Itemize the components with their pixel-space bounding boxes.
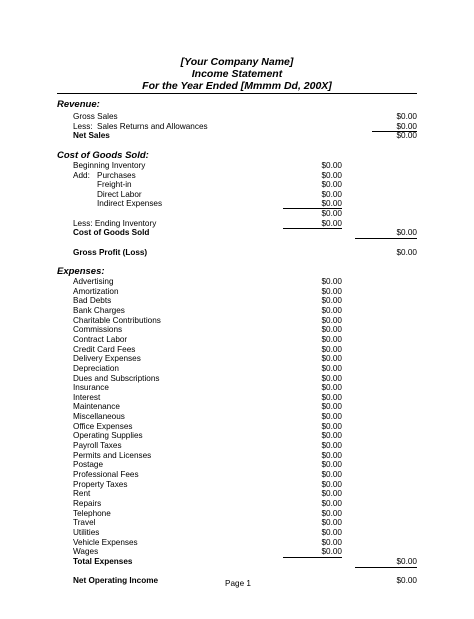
gross-profit-label: Gross Profit (Loss) — [73, 248, 148, 257]
expense-item-label: Dues and Subscriptions — [73, 373, 160, 383]
expense-item-label: Maintenance — [73, 402, 120, 412]
expense-item-label: Office Expenses — [73, 421, 133, 431]
total-expenses-amount: $0.00 — [396, 557, 417, 566]
expense-item-label: Insurance — [73, 383, 109, 393]
expense-item-label: Charitable Contributions — [73, 315, 161, 325]
expense-item-amount: $0.00 — [321, 383, 342, 393]
expense-item-amount: $0.00 — [321, 344, 342, 354]
expense-item-label: Depreciation — [73, 363, 119, 373]
cogs-subtotal-amount: $0.00 — [321, 209, 342, 218]
expense-item-amount: $0.00 — [321, 537, 342, 547]
header-divider — [57, 93, 417, 94]
ending-inventory-amount: $0.00 — [321, 219, 342, 228]
expense-item-label: Utilities — [73, 527, 100, 537]
indirect-expenses-label: Indirect Expenses — [97, 199, 163, 208]
purchases-label: Purchases — [97, 171, 136, 180]
expense-item-amount: $0.00 — [321, 305, 342, 315]
expense-item-label: Permits and Licenses — [73, 450, 152, 460]
revenue-heading: Revenue: — [57, 99, 100, 110]
expense-item-label: Contract Labor — [73, 334, 128, 344]
returns-amount: $0.00 — [396, 122, 417, 131]
expense-item-label: Advertising — [73, 277, 114, 286]
expense-item-label: Bank Charges — [73, 305, 125, 315]
direct-labor-amount: $0.00 — [321, 190, 342, 199]
ending-inventory-label: Less: Ending Inventory — [73, 219, 157, 228]
expense-item-label: Bad Debts — [73, 296, 112, 306]
expense-item-amount: $0.00 — [321, 325, 342, 335]
expense-item-amount: $0.00 — [321, 373, 342, 383]
expense-item-label: Commissions — [73, 325, 123, 335]
statement-title: Income Statement — [191, 68, 283, 80]
expense-item-label: Telephone — [73, 508, 111, 518]
company-name: [Your Company Name] — [180, 56, 294, 68]
expense-item-amount: $0.00 — [321, 277, 342, 286]
expense-item-label: Wages — [73, 547, 99, 557]
freight-in-amount: $0.00 — [321, 180, 342, 189]
page-number: Page 1 — [225, 579, 251, 588]
expense-item-amount: $0.00 — [321, 286, 342, 296]
expense-item-amount: $0.00 — [321, 315, 342, 325]
returns-label: Sales Returns and Allowances — [97, 122, 208, 131]
cogs-total-amount: $0.00 — [396, 228, 417, 237]
net-operating-income-label: Net Operating Income — [73, 576, 159, 585]
indirect-expenses-amount: $0.00 — [321, 199, 342, 208]
total-expenses-label: Total Expenses — [73, 557, 133, 566]
cogs-total-underline — [355, 238, 417, 239]
expense-item-amount: $0.00 — [321, 499, 342, 508]
cogs-total-label: Cost of Goods Sold — [73, 228, 150, 237]
expense-item-amount: $0.00 — [321, 450, 342, 460]
expense-item-label: Professional Fees — [73, 470, 139, 479]
gross-profit-amount: $0.00 — [396, 248, 417, 257]
beginning-inventory-label: Beginning Inventory — [73, 161, 146, 170]
expense-item-amount: $0.00 — [321, 402, 342, 412]
expense-item-amount: $0.00 — [321, 460, 342, 470]
statement-period: For the Year Ended [Mmmm Dd, 200X] — [142, 80, 332, 92]
expense-item-amount: $0.00 — [321, 296, 342, 306]
expense-item-amount: $0.00 — [321, 354, 342, 364]
purchases-amount: $0.00 — [321, 171, 342, 180]
expense-item-amount: $0.00 — [321, 489, 342, 499]
beginning-inventory-amount: $0.00 — [321, 161, 342, 170]
net-sales-label: Net Sales — [73, 131, 110, 140]
expense-item-label: Interest — [73, 392, 101, 402]
expense-item-label: Delivery Expenses — [73, 354, 141, 364]
expenses-underline — [283, 557, 342, 558]
expense-item-label: Payroll Taxes — [73, 441, 122, 451]
expenses-heading: Expenses: — [57, 266, 105, 277]
expense-item-amount: $0.00 — [321, 547, 342, 557]
expense-item-amount: $0.00 — [321, 392, 342, 402]
expense-item-label: Repairs — [73, 499, 102, 508]
expense-item-amount: $0.00 — [321, 518, 342, 528]
expense-item-amount: $0.00 — [321, 334, 342, 344]
returns-prefix: Less: — [73, 122, 93, 131]
total-expenses-underline — [355, 567, 417, 568]
expense-item-label: Amortization — [73, 286, 119, 296]
freight-in-label: Freight-in — [97, 180, 132, 189]
expense-item-label: Rent — [73, 489, 91, 499]
expense-item-label: Travel — [73, 518, 96, 528]
expense-item-amount: $0.00 — [321, 470, 342, 479]
expense-item-amount: $0.00 — [321, 431, 342, 441]
expense-item-amount: $0.00 — [321, 441, 342, 451]
expense-item-label: Postage — [73, 460, 104, 470]
expense-item-label: Property Taxes — [73, 479, 128, 489]
expense-item-amount: $0.00 — [321, 421, 342, 431]
gross-sales-label: Gross Sales — [73, 112, 118, 121]
expense-item-amount: $0.00 — [321, 363, 342, 373]
expense-item-amount: $0.00 — [321, 412, 342, 422]
expense-item-amount: $0.00 — [321, 479, 342, 489]
expense-item-label: Miscellaneous — [73, 412, 125, 422]
net-operating-income-amount: $0.00 — [396, 576, 417, 585]
expense-item-label: Operating Supplies — [73, 431, 143, 441]
net-sales-amount: $0.00 — [396, 131, 417, 140]
expense-item-amount: $0.00 — [321, 508, 342, 518]
gross-sales-amount: $0.00 — [396, 112, 417, 121]
expense-item-label: Vehicle Expenses — [73, 537, 138, 547]
expense-item-amount: $0.00 — [321, 527, 342, 537]
direct-labor-label: Direct Labor — [97, 190, 142, 199]
add-prefix: Add: — [73, 171, 90, 180]
ending-inventory-underline — [283, 228, 342, 229]
cogs-heading: Cost of Goods Sold: — [57, 150, 149, 161]
expense-item-label: Credit Card Fees — [73, 344, 136, 354]
